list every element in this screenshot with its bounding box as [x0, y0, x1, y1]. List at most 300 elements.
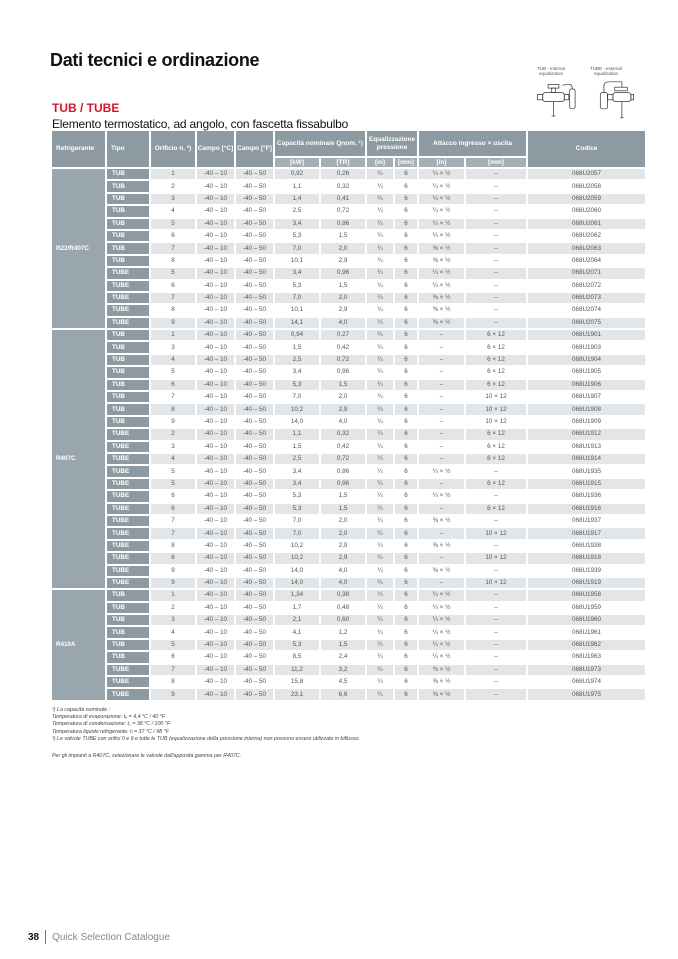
tube-caption: TUBE - external equalization: [589, 66, 622, 76]
tipo-cell: TUBE: [107, 479, 149, 491]
attacco-in-cell: –: [419, 380, 464, 392]
table-row: [52, 541, 645, 553]
orificio-cell: 4: [151, 454, 195, 466]
header-refrigerante: Refrigerante: [52, 131, 105, 169]
attacco-in-cell: ⅜ × ½: [419, 665, 464, 677]
codice-cell: 068U1904: [528, 355, 645, 367]
refrigerant-cell: R22/R407C: [52, 169, 105, 330]
codice-cell: 068U1918: [528, 553, 645, 565]
tipo-cell: TUBE: [107, 528, 149, 540]
table-row: [52, 442, 645, 454]
campo-c-cell: -40 – 10: [197, 442, 234, 454]
capacity-tr-cell: 0,41: [321, 194, 365, 206]
orificio-cell: 5: [151, 466, 195, 478]
equal-mm-cell: 6: [395, 454, 417, 466]
tipo-cell: TUB: [107, 219, 149, 231]
tipo-cell: TUBE: [107, 689, 149, 701]
tipo-cell: TUBE: [107, 281, 149, 293]
attacco-mm-cell: 10 × 12: [466, 392, 526, 404]
orificio-cell: 6: [151, 652, 195, 664]
equal-in-cell: ¼: [367, 491, 393, 503]
equal-mm-cell: 6: [395, 652, 417, 664]
subheader-attacco-mm: [mm]: [466, 158, 526, 169]
tipo-cell: TUBE: [107, 454, 149, 466]
capacity-tr-cell: 0,26: [321, 169, 365, 181]
subheader-tr: [TR]: [321, 158, 365, 169]
table-row: [52, 528, 645, 540]
equal-in-cell: ¼: [367, 380, 393, 392]
tipo-cell: TUB: [107, 417, 149, 429]
capacity-tr-cell: 0,72: [321, 355, 365, 367]
attacco-in-cell: ¼ × ½: [419, 491, 464, 503]
table-row: [52, 206, 645, 218]
attacco-mm-cell: –: [466, 590, 526, 602]
orificio-cell: 4: [151, 355, 195, 367]
attacco-mm-cell: –: [466, 516, 526, 528]
capacity-tr-cell: 4,0: [321, 417, 365, 429]
attacco-mm-cell: –: [466, 181, 526, 193]
tipo-cell: TUBE: [107, 553, 149, 565]
equal-in-cell: ¼: [367, 652, 393, 664]
codice-cell: 068U2071: [528, 268, 645, 280]
capacity-tr-cell: 0,72: [321, 454, 365, 466]
capacity-tr-cell: 1,5: [321, 380, 365, 392]
equal-in-cell: ¼: [367, 330, 393, 342]
campo-c-cell: -40 – 10: [197, 479, 234, 491]
codice-cell: 068U1937: [528, 516, 645, 528]
codice-cell: 068U2064: [528, 256, 645, 268]
attacco-mm-cell: 6 × 12: [466, 367, 526, 379]
attacco-in-cell: –: [419, 367, 464, 379]
table-row: [52, 603, 645, 615]
attacco-mm-cell: –: [466, 627, 526, 639]
campo-f-cell: -40 – 50: [236, 256, 273, 268]
codice-cell: 068U2062: [528, 231, 645, 243]
table-row: [52, 404, 645, 416]
attacco-mm-cell: –: [466, 677, 526, 689]
table-row: [52, 318, 645, 330]
equal-mm-cell: 6: [395, 442, 417, 454]
table-row: [52, 516, 645, 528]
attacco-mm-cell: –: [466, 640, 526, 652]
equal-mm-cell: 6: [395, 665, 417, 677]
orificio-cell: 4: [151, 627, 195, 639]
codice-cell: 068U1903: [528, 342, 645, 354]
codice-cell: 068U2072: [528, 281, 645, 293]
valve-illustration-icon: [530, 80, 640, 125]
orificio-cell: 9: [151, 318, 195, 330]
orificio-cell: 8: [151, 677, 195, 689]
orificio-cell: 1: [151, 169, 195, 181]
tipo-cell: TUBE: [107, 541, 149, 553]
tipo-cell: TUBE: [107, 504, 149, 516]
equal-mm-cell: 6: [395, 516, 417, 528]
codice-cell: 068U1901: [528, 330, 645, 342]
orificio-cell: 9: [151, 566, 195, 578]
orificio-cell: 1: [151, 330, 195, 342]
equal-in-cell: ¼: [367, 615, 393, 627]
capacity-tr-cell: 2,9: [321, 553, 365, 565]
equal-in-cell: ¼: [367, 454, 393, 466]
campo-c-cell: -40 – 10: [197, 566, 234, 578]
orificio-cell: 5: [151, 367, 195, 379]
capacity-tr-cell: 4,0: [321, 578, 365, 590]
capacity-tr-cell: 0,96: [321, 466, 365, 478]
table-row: [52, 590, 645, 602]
codice-cell: 068U1935: [528, 466, 645, 478]
attacco-in-cell: ⅜ × ½: [419, 541, 464, 553]
equal-in-cell: ¼: [367, 318, 393, 330]
attacco-in-cell: ¼ × ½: [419, 194, 464, 206]
capacity-kw-cell: 5,3: [275, 281, 319, 293]
table-row: [52, 689, 645, 701]
table-row: [52, 169, 645, 181]
page-title: Dati tecnici e ordinazione: [50, 50, 260, 70]
orificio-cell: 9: [151, 689, 195, 701]
campo-f-cell: -40 – 50: [236, 305, 273, 317]
orificio-cell: 6: [151, 491, 195, 503]
campo-f-cell: -40 – 50: [236, 504, 273, 516]
capacity-tr-cell: 1,5: [321, 640, 365, 652]
table-row: [52, 367, 645, 379]
tipo-cell: TUBE: [107, 578, 149, 590]
subheader-mm: [mm]: [395, 158, 417, 169]
capacity-kw-cell: 14,0: [275, 566, 319, 578]
tipo-cell: TUBE: [107, 268, 149, 280]
equal-in-cell: ¼: [367, 578, 393, 590]
attacco-in-cell: ⅜ × ½: [419, 689, 464, 701]
equal-in-cell: ¼: [367, 231, 393, 243]
campo-c-cell: -40 – 10: [197, 392, 234, 404]
campo-c-cell: -40 – 10: [197, 615, 234, 627]
attacco-mm-cell: –: [466, 665, 526, 677]
tipo-cell: TUBE: [107, 491, 149, 503]
capacity-kw-cell: 10,1: [275, 256, 319, 268]
equal-in-cell: ¼: [367, 206, 393, 218]
table-row: [52, 330, 645, 342]
campo-c-cell: -40 – 10: [197, 231, 234, 243]
orificio-cell: 9: [151, 578, 195, 590]
campo-c-cell: -40 – 10: [197, 243, 234, 255]
capacity-tr-cell: 2,0: [321, 516, 365, 528]
tipo-cell: TUB: [107, 231, 149, 243]
capacity-tr-cell: 4,5: [321, 677, 365, 689]
campo-f-cell: -40 – 50: [236, 330, 273, 342]
tipo-cell: TUBE: [107, 318, 149, 330]
tipo-cell: TUBE: [107, 429, 149, 441]
tipo-cell: TUBE: [107, 466, 149, 478]
campo-c-cell: -40 – 10: [197, 293, 234, 305]
capacity-kw-cell: 1,5: [275, 442, 319, 454]
attacco-mm-cell: –: [466, 256, 526, 268]
campo-f-cell: -40 – 50: [236, 553, 273, 565]
campo-c-cell: -40 – 10: [197, 367, 234, 379]
campo-f-cell: -40 – 50: [236, 367, 273, 379]
attacco-in-cell: ⅜ × ½: [419, 256, 464, 268]
capacity-tr-cell: 2,9: [321, 404, 365, 416]
campo-f-cell: -40 – 50: [236, 640, 273, 652]
capacity-kw-cell: 0,92: [275, 169, 319, 181]
equal-in-cell: ¼: [367, 504, 393, 516]
attacco-mm-cell: –: [466, 652, 526, 664]
codice-cell: 068U1975: [528, 689, 645, 701]
codice-cell: 068U1962: [528, 640, 645, 652]
attacco-in-cell: ¼ × ½: [419, 268, 464, 280]
campo-c-cell: -40 – 10: [197, 553, 234, 565]
table-row: [52, 553, 645, 565]
codice-cell: 068U1916: [528, 504, 645, 516]
codice-cell: 068U1973: [528, 665, 645, 677]
table-row: [52, 194, 645, 206]
orificio-cell: 8: [151, 256, 195, 268]
equal-mm-cell: 6: [395, 404, 417, 416]
orificio-cell: 3: [151, 442, 195, 454]
footer-divider: [45, 930, 46, 944]
attacco-in-cell: ⅜ × ½: [419, 516, 464, 528]
tipo-cell: TUB: [107, 367, 149, 379]
capacity-kw-cell: 15,8: [275, 677, 319, 689]
attacco-mm-cell: –: [466, 231, 526, 243]
attacco-in-cell: ¼ × ½: [419, 281, 464, 293]
capacity-tr-cell: 1,5: [321, 491, 365, 503]
campo-c-cell: -40 – 10: [197, 355, 234, 367]
capacity-kw-cell: 7,0: [275, 392, 319, 404]
capacity-kw-cell: 5,3: [275, 491, 319, 503]
codice-cell: 068U1915: [528, 479, 645, 491]
attacco-in-cell: ⅜ × ½: [419, 293, 464, 305]
page-footer: [28, 930, 170, 944]
table-row: [52, 454, 645, 466]
campo-f-cell: -40 – 50: [236, 516, 273, 528]
attacco-in-cell: –: [419, 528, 464, 540]
tipo-cell: TUB: [107, 243, 149, 255]
orificio-cell: 2: [151, 429, 195, 441]
campo-c-cell: -40 – 10: [197, 429, 234, 441]
codice-cell: 068U1905: [528, 367, 645, 379]
equal-mm-cell: 6: [395, 677, 417, 689]
capacity-kw-cell: 10,2: [275, 404, 319, 416]
attacco-mm-cell: –: [466, 281, 526, 293]
equal-mm-cell: 6: [395, 590, 417, 602]
campo-f-cell: -40 – 50: [236, 615, 273, 627]
attacco-in-cell: ¼ × ½: [419, 652, 464, 664]
equal-mm-cell: 6: [395, 305, 417, 317]
equal-mm-cell: 6: [395, 318, 417, 330]
capacity-kw-cell: 10,1: [275, 305, 319, 317]
campo-c-cell: -40 – 10: [197, 689, 234, 701]
campo-f-cell: -40 – 50: [236, 392, 273, 404]
attacco-mm-cell: 6 × 12: [466, 429, 526, 441]
section-subtitle: Elemento termostatico, ad angolo, con fascetta fissabulbo: [52, 117, 349, 131]
campo-f-cell: -40 – 50: [236, 627, 273, 639]
tipo-cell: TUB: [107, 627, 149, 639]
equal-in-cell: ¼: [367, 466, 393, 478]
tipo-cell: TUBE: [107, 677, 149, 689]
equal-mm-cell: 6: [395, 578, 417, 590]
attacco-in-cell: ¼ × ½: [419, 169, 464, 181]
header-codice: Codice: [528, 131, 645, 169]
equal-mm-cell: 6: [395, 504, 417, 516]
capacity-kw-cell: 1,1: [275, 429, 319, 441]
orificio-cell: 1: [151, 590, 195, 602]
campo-f-cell: -40 – 50: [236, 590, 273, 602]
capacity-tr-cell: 0,42: [321, 342, 365, 354]
tipo-cell: TUB: [107, 640, 149, 652]
attacco-in-cell: ¼ × ½: [419, 181, 464, 193]
campo-c-cell: -40 – 10: [197, 206, 234, 218]
table-row: [52, 281, 645, 293]
table-row: [52, 566, 645, 578]
campo-f-cell: -40 – 50: [236, 689, 273, 701]
capacity-kw-cell: 1,1: [275, 181, 319, 193]
equal-in-cell: ¼: [367, 479, 393, 491]
equal-in-cell: ¼: [367, 305, 393, 317]
section-title: TUB / TUBE: [52, 101, 120, 115]
attacco-in-cell: –: [419, 417, 464, 429]
attacco-in-cell: –: [419, 404, 464, 416]
capacity-kw-cell: 7,0: [275, 516, 319, 528]
attacco-mm-cell: 6 × 12: [466, 355, 526, 367]
orificio-cell: 5: [151, 219, 195, 231]
campo-c-cell: -40 – 10: [197, 281, 234, 293]
orificio-cell: 5: [151, 479, 195, 491]
table-row: [52, 256, 645, 268]
orificio-cell: 7: [151, 392, 195, 404]
equal-in-cell: ¼: [367, 181, 393, 193]
capacity-tr-cell: 0,27: [321, 330, 365, 342]
codice-cell: 068U1906: [528, 380, 645, 392]
equal-in-cell: ¼: [367, 293, 393, 305]
table-row: [52, 429, 645, 441]
table-row: [52, 268, 645, 280]
capacity-kw-cell: 11,2: [275, 665, 319, 677]
equal-in-cell: ¼: [367, 219, 393, 231]
table-row: [52, 355, 645, 367]
codice-cell: 068U1974: [528, 677, 645, 689]
equal-in-cell: ¼: [367, 566, 393, 578]
campo-f-cell: -40 – 50: [236, 293, 273, 305]
capacity-tr-cell: 2,9: [321, 541, 365, 553]
refrigerant-cell: R410A: [52, 590, 105, 702]
campo-c-cell: -40 – 10: [197, 454, 234, 466]
attacco-mm-cell: 6 × 12: [466, 479, 526, 491]
attacco-in-cell: ¼ × ½: [419, 603, 464, 615]
tipo-cell: TUB: [107, 342, 149, 354]
capacity-kw-cell: 1,5: [275, 342, 319, 354]
campo-f-cell: -40 – 50: [236, 169, 273, 181]
campo-c-cell: -40 – 10: [197, 665, 234, 677]
attacco-in-cell: –: [419, 504, 464, 516]
attacco-mm-cell: 6 × 12: [466, 504, 526, 516]
attacco-mm-cell: –: [466, 615, 526, 627]
campo-c-cell: -40 – 10: [197, 466, 234, 478]
attacco-in-cell: ⅜ × ½: [419, 566, 464, 578]
attacco-mm-cell: –: [466, 318, 526, 330]
table-row: [52, 491, 645, 503]
codice-cell: 068U2074: [528, 305, 645, 317]
attacco-in-cell: ⅜ × ½: [419, 243, 464, 255]
attacco-mm-cell: –: [466, 219, 526, 231]
tipo-cell: TUB: [107, 380, 149, 392]
attacco-mm-cell: 6 × 12: [466, 442, 526, 454]
attacco-in-cell: ¼ × ½: [419, 231, 464, 243]
equal-mm-cell: 6: [395, 194, 417, 206]
capacity-tr-cell: 6,6: [321, 689, 365, 701]
orificio-cell: 8: [151, 404, 195, 416]
tipo-cell: TUB: [107, 256, 149, 268]
tipo-cell: TUB: [107, 392, 149, 404]
table-row: [52, 417, 645, 429]
orificio-cell: 8: [151, 553, 195, 565]
campo-c-cell: -40 – 10: [197, 491, 234, 503]
table-row: [52, 293, 645, 305]
codice-cell: 068U1917: [528, 528, 645, 540]
equal-mm-cell: 6: [395, 615, 417, 627]
footnote-line: Temperatura di evaporazione: tₑ = 4,4 °C / 40 °F: [52, 714, 166, 721]
attacco-in-cell: ¼ × ½: [419, 466, 464, 478]
equal-mm-cell: 6: [395, 466, 417, 478]
campo-f-cell: -40 – 50: [236, 578, 273, 590]
equal-mm-cell: 6: [395, 268, 417, 280]
equal-mm-cell: 6: [395, 566, 417, 578]
capacity-kw-cell: 5,3: [275, 380, 319, 392]
equal-mm-cell: 6: [395, 380, 417, 392]
campo-f-cell: -40 – 50: [236, 479, 273, 491]
footnote-line: ²) Le valvole TUBE con orifici 0 e 9 e tutte le TUB (equalizzazione della pressione interna) non possono essere utilizzate in biflusso.: [52, 735, 360, 742]
header-tipo: Tipo: [107, 131, 149, 169]
campo-c-cell: -40 – 10: [197, 380, 234, 392]
campo-c-cell: -40 – 10: [197, 181, 234, 193]
equal-in-cell: ¼: [367, 429, 393, 441]
subheader-attacco-in: [in]: [419, 158, 464, 169]
campo-f-cell: -40 – 50: [236, 566, 273, 578]
tipo-cell: TUB: [107, 194, 149, 206]
equal-mm-cell: 6: [395, 603, 417, 615]
campo-f-cell: -40 – 50: [236, 194, 273, 206]
capacity-tr-cell: 2,0: [321, 392, 365, 404]
codice-cell: 068U2063: [528, 243, 645, 255]
equal-in-cell: ¼: [367, 603, 393, 615]
attacco-mm-cell: –: [466, 169, 526, 181]
orificio-cell: 3: [151, 194, 195, 206]
capacity-kw-cell: 10,2: [275, 553, 319, 565]
equal-mm-cell: 6: [395, 627, 417, 639]
campo-c-cell: -40 – 10: [197, 219, 234, 231]
campo-f-cell: -40 – 50: [236, 231, 273, 243]
orificio-cell: 6: [151, 231, 195, 243]
attacco-mm-cell: 10 × 12: [466, 578, 526, 590]
campo-c-cell: -40 – 10: [197, 305, 234, 317]
capacity-kw-cell: 2,1: [275, 615, 319, 627]
equal-mm-cell: 6: [395, 330, 417, 342]
equal-mm-cell: 6: [395, 367, 417, 379]
campo-c-cell: -40 – 10: [197, 318, 234, 330]
equal-in-cell: ¼: [367, 689, 393, 701]
equal-mm-cell: 6: [395, 392, 417, 404]
tipo-cell: TUBE: [107, 293, 149, 305]
tipo-cell: TUB: [107, 615, 149, 627]
table-body: [52, 169, 645, 702]
campo-f-cell: -40 – 50: [236, 342, 273, 354]
campo-c-cell: -40 – 10: [197, 578, 234, 590]
campo-f-cell: -40 – 50: [236, 491, 273, 503]
equal-mm-cell: 6: [395, 541, 417, 553]
capacity-kw-cell: 2,5: [275, 355, 319, 367]
attacco-in-cell: –: [419, 429, 464, 441]
campo-c-cell: -40 – 10: [197, 417, 234, 429]
equal-in-cell: ¼: [367, 417, 393, 429]
tipo-cell: TUB: [107, 590, 149, 602]
